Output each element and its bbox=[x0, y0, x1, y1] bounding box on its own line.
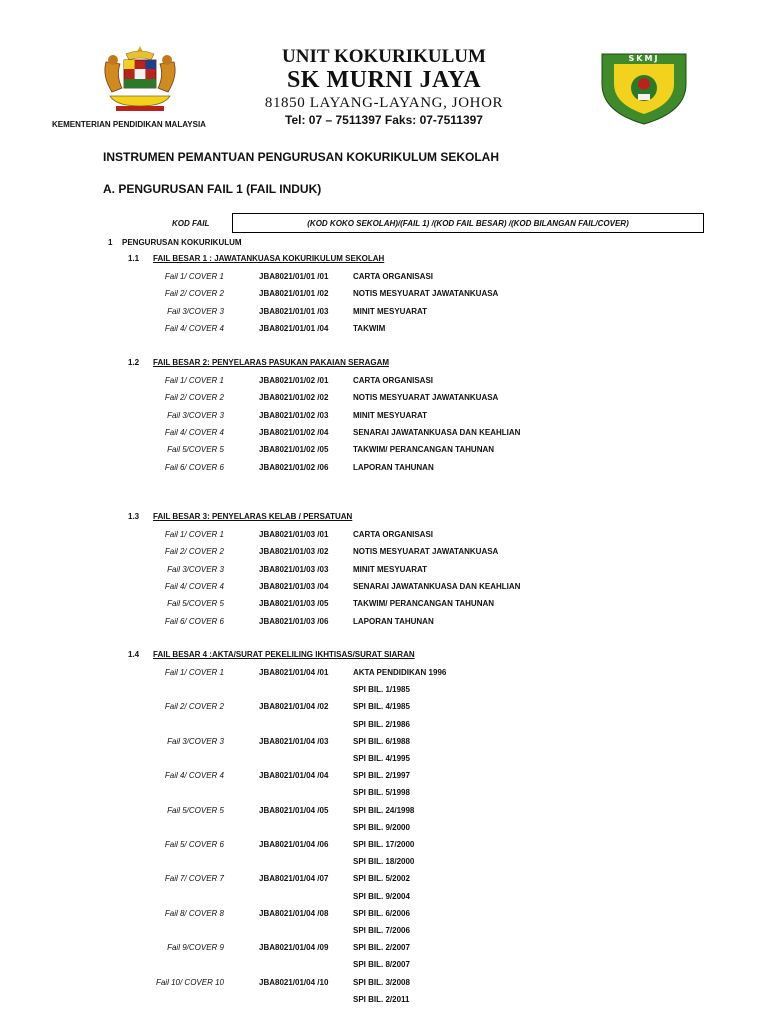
section-number: 1.1 bbox=[128, 254, 140, 263]
fail-cover-label: Fail 10/ COVER 10 bbox=[155, 977, 224, 987]
file-description: SPI BIL. 4/1995 bbox=[353, 754, 410, 763]
unit-title: UNIT KOKURIKULUM bbox=[282, 46, 486, 67]
file-code: JBA8021/01/04 /04 bbox=[259, 771, 329, 781]
file-code: JBA8021/01/04 /07 bbox=[259, 874, 329, 884]
section-number: 1.2 bbox=[128, 358, 140, 367]
fail-cover-label: Fail 2/ COVER 2 bbox=[164, 702, 224, 712]
file-description: AKTA PENDIDIKAN 1996 bbox=[353, 668, 447, 677]
file-description: TAKWIM/ PERANCANGAN TAHUNAN bbox=[353, 445, 495, 455]
file-description: SPI BIL. 2/1986 bbox=[353, 719, 410, 729]
file-description: CARTA ORGANISASI bbox=[353, 530, 433, 539]
section-title: FAIL BESAR 3: PENYELARAS KELAB / PERSATUAN bbox=[153, 512, 353, 521]
file-description: SPI BIL. 24/1998 bbox=[353, 805, 415, 815]
kod-fail-box: (KOD KOKO SEKOLAH)/(FAIL 1) /(KOD FAIL BESAR) /(KOD BILANGAN FAIL/COVER) bbox=[232, 213, 704, 233]
kod-fail-label: KOD FAIL bbox=[172, 219, 210, 228]
file-description: SPI BIL. 3/2008 bbox=[353, 977, 410, 987]
section-number: 1.4 bbox=[128, 650, 140, 659]
item-number: 1 bbox=[108, 238, 113, 247]
file-description: TAKWIM bbox=[353, 323, 386, 333]
file-description: TAKWIM/ PERANCANGAN TAHUNAN bbox=[353, 599, 495, 609]
fail-cover-label: Fail 1/ COVER 1 bbox=[164, 530, 224, 539]
fail-cover-label: Fail 4/ COVER 4 bbox=[164, 323, 224, 333]
section-title: A. PENGURUSAN FAIL 1 (FAIL INDUK) bbox=[103, 182, 322, 196]
file-description: SPI BIL. 18/2000 bbox=[353, 857, 415, 867]
fail-cover-label: Fail 2/ COVER 2 bbox=[164, 393, 224, 403]
fail-cover-label: Fail 7/ COVER 7 bbox=[164, 874, 224, 884]
file-description: SPI BIL. 6/2006 bbox=[353, 908, 410, 918]
fail-cover-label: Fail 3/COVER 3 bbox=[167, 306, 224, 316]
fail-cover-label: Fail 5/ COVER 6 bbox=[164, 840, 224, 849]
file-code: JBA8021/01/04 /08 bbox=[259, 908, 329, 918]
file-code: JBA8021/01/02 /05 bbox=[259, 445, 329, 455]
fail-cover-label: Fail 1/ COVER 1 bbox=[164, 668, 224, 677]
file-code: JBA8021/01/03 /03 bbox=[259, 564, 329, 574]
fail-cover-label: Fail 5/COVER 5 bbox=[167, 445, 224, 455]
file-description: SPI BIL. 2/2011 bbox=[353, 994, 410, 1004]
file-description: NOTIS MESYUARAT JAWATANKUASA bbox=[353, 393, 499, 403]
section-title: FAIL BESAR 2: PENYELARAS PASUKAN PAKAIAN SERAGAM bbox=[153, 358, 390, 367]
school-logo-text: SKMJ bbox=[628, 54, 660, 63]
file-description: LAPORAN TAHUNAN bbox=[353, 616, 434, 626]
file-code: JBA8021/01/03 /06 bbox=[259, 616, 329, 626]
fail-cover-label: Fail 9/COVER 9 bbox=[167, 943, 224, 953]
file-description: CARTA ORGANISASI bbox=[353, 376, 433, 385]
item-label: PENGURUSAN KOKURIKULUM bbox=[122, 238, 242, 247]
fail-cover-label: Fail 6/ COVER 6 bbox=[164, 462, 224, 472]
ministry-label: KEMENTERIAN PENDIDIKAN MALAYSIA bbox=[52, 120, 206, 129]
fail-cover-label: Fail 8/ COVER 8 bbox=[164, 908, 224, 918]
file-description: MINIT MESYUARAT bbox=[353, 410, 428, 420]
file-code: JBA8021/01/02 /01 bbox=[259, 376, 329, 385]
file-description: LAPORAN TAHUNAN bbox=[353, 462, 434, 472]
file-code: JBA8021/01/03 /01 bbox=[259, 530, 329, 539]
file-description: SENARAI JAWATANKUASA DAN KEAHLIAN bbox=[353, 581, 521, 591]
file-code: JBA8021/01/03 /05 bbox=[259, 599, 329, 609]
fail-cover-label: Fail 2/ COVER 2 bbox=[164, 547, 224, 557]
file-description: SPI BIL. 4/1985 bbox=[353, 702, 410, 712]
fail-cover-label: Fail 3/COVER 3 bbox=[167, 564, 224, 574]
section-number: 1.3 bbox=[128, 512, 140, 521]
file-description: SPI BIL. 17/2000 bbox=[353, 840, 415, 849]
fail-cover-label: Fail 4/ COVER 4 bbox=[164, 771, 224, 781]
fail-cover-label: Fail 1/ COVER 1 bbox=[164, 272, 224, 281]
file-code: JBA8021/01/01 /04 bbox=[259, 323, 329, 333]
file-description: MINIT MESYUARAT bbox=[353, 564, 428, 574]
file-description: SPI BIL. 1/1985 bbox=[353, 685, 410, 695]
file-code: JBA8021/01/04 /10 bbox=[259, 977, 329, 987]
school-name: SK MURNI JAYA bbox=[286, 67, 482, 93]
file-description: NOTIS MESYUARAT JAWATANKUASA bbox=[353, 289, 499, 299]
fail-cover-label: Fail 5/COVER 5 bbox=[167, 599, 224, 609]
file-code: JBA8021/01/04 /06 bbox=[259, 840, 329, 849]
file-description: SPI BIL. 9/2000 bbox=[353, 822, 410, 832]
file-description: SPI BIL. 8/2007 bbox=[353, 960, 410, 970]
contact-line: Tel: 07 – 7511397 Faks: 07-7511397 bbox=[285, 113, 483, 127]
file-code: JBA8021/01/02 /04 bbox=[259, 427, 329, 437]
file-description: NOTIS MESYUARAT JAWATANKUASA bbox=[353, 547, 499, 557]
fail-cover-label: Fail 4/ COVER 4 bbox=[164, 581, 224, 591]
school-address: 81850 LAYANG-LAYANG, JOHOR bbox=[264, 95, 504, 111]
fail-cover-label: Fail 6/ COVER 6 bbox=[164, 616, 224, 626]
file-code: JBA8021/01/02 /02 bbox=[259, 393, 329, 403]
file-description: SPI BIL. 9/2004 bbox=[353, 891, 410, 901]
file-description: SENARAI JAWATANKUASA DAN KEAHLIAN bbox=[353, 427, 521, 437]
file-description: SPI BIL. 7/2006 bbox=[353, 926, 410, 935]
fail-cover-label: Fail 1/ COVER 1 bbox=[164, 376, 224, 385]
file-code: JBA8021/01/02 /03 bbox=[259, 410, 329, 420]
file-code: JBA8021/01/04 /03 bbox=[259, 736, 329, 746]
file-code: JBA8021/01/01 /02 bbox=[259, 289, 329, 299]
fail-cover-label: Fail 5/COVER 5 bbox=[167, 805, 224, 815]
fail-cover-label: Fail 3/COVER 3 bbox=[167, 736, 224, 746]
file-description: SPI BIL. 5/2002 bbox=[353, 874, 410, 884]
file-code: JBA8021/01/04 /01 bbox=[259, 668, 329, 677]
file-description: SPI BIL. 2/2007 bbox=[353, 943, 410, 953]
file-code: JBA8021/01/03 /04 bbox=[259, 581, 329, 591]
fail-cover-label: Fail 3/COVER 3 bbox=[167, 410, 224, 420]
section-title: FAIL BESAR 1 : JAWATANKUASA KOKURIKULUM SEKOLAH bbox=[153, 254, 385, 263]
section-title: FAIL BESAR 4 :AKTA/SURAT PEKELILING IKHTISAS/SURAT SIARAN bbox=[153, 650, 415, 659]
fail-cover-label: Fail 4/ COVER 4 bbox=[164, 427, 224, 437]
file-code: JBA8021/01/04 /09 bbox=[259, 943, 329, 953]
file-description: SPI BIL. 2/1997 bbox=[353, 771, 410, 781]
file-code: JBA8021/01/03 /02 bbox=[259, 547, 329, 557]
document-title: INSTRUMEN PEMANTUAN PENGURUSAN KOKURIKULUM SEKOLAH bbox=[103, 150, 499, 164]
file-description: SPI BIL. 5/1998 bbox=[353, 788, 410, 798]
file-code: JBA8021/01/02 /06 bbox=[259, 462, 329, 472]
fail-cover-label: Fail 2/ COVER 2 bbox=[164, 289, 224, 299]
file-code: JBA8021/01/01 /01 bbox=[259, 272, 329, 281]
file-description: SPI BIL. 6/1988 bbox=[353, 736, 410, 746]
file-code: JBA8021/01/04 /02 bbox=[259, 702, 329, 712]
file-description: MINIT MESYUARAT bbox=[353, 306, 428, 316]
file-code: JBA8021/01/01 /03 bbox=[259, 306, 329, 316]
file-description: CARTA ORGANISASI bbox=[353, 272, 433, 281]
file-code: JBA8021/01/04 /05 bbox=[259, 805, 329, 815]
